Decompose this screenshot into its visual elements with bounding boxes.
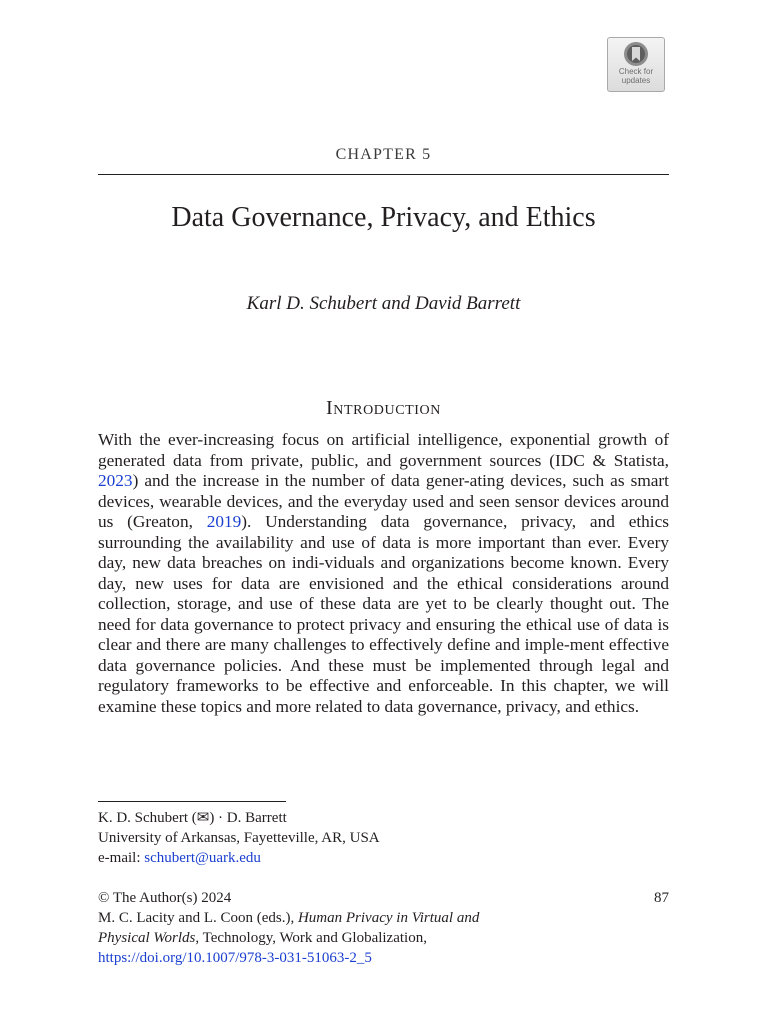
page-number: 87 xyxy=(654,890,669,906)
copyright-line xyxy=(98,888,669,908)
series-text: , Technology, Work and Globalization, xyxy=(195,930,427,946)
email-label: e-mail: xyxy=(98,850,145,866)
author-footnote xyxy=(98,808,669,868)
chapter-divider xyxy=(98,174,669,175)
footnote-affiliation: University of Arkansas, Fayetteville, AR, USA xyxy=(98,830,380,846)
badge-label-line1: Check for xyxy=(618,67,654,76)
badge-label-line2: updates xyxy=(621,76,651,85)
footnote-author2: ) · D. Barrett xyxy=(209,810,287,826)
editors-text: M. C. Lacity and L. Coon (eds.), xyxy=(98,910,298,926)
book-title-part1: Human Privacy in Virtual and xyxy=(297,910,480,926)
section-heading: Introduction xyxy=(326,397,441,419)
doi-link[interactable]: https://doi.org/10.1007/978-3-031-51063-2_5 xyxy=(98,950,372,966)
footnote-email-line xyxy=(98,848,669,868)
citation-link-2019[interactable]: 2019 xyxy=(206,512,242,531)
chapter-label: CHAPTER 5 xyxy=(335,146,432,163)
footnote-divider xyxy=(98,801,286,802)
envelope-icon: ✉ xyxy=(196,810,210,826)
editors-line xyxy=(98,908,669,928)
email-link[interactable]: schubert@uark.edu xyxy=(144,850,261,866)
footnote-authors xyxy=(98,808,669,828)
citation-link-2023[interactable]: 2023 xyxy=(98,471,133,490)
intro-paragraph xyxy=(98,430,669,717)
book-series-line xyxy=(98,928,669,948)
author-line: Karl D. Schubert and David Barrett xyxy=(246,293,521,314)
publication-info xyxy=(98,888,669,968)
footnote-author1: K. D. Schubert ( xyxy=(98,810,197,826)
paragraph-text-2: ) and the increase in the number of data gener-ating devices, such as smart devices, wearable devices, and the everyday used and seen sensor devices around us (Greaton, xyxy=(98,471,669,531)
check-for-updates-badge[interactable] xyxy=(607,37,665,92)
book-title-part2: Physical Worlds xyxy=(98,930,196,946)
bookmark-ribbon-icon xyxy=(623,41,649,67)
copyright-text: © The Author(s) 2024 xyxy=(98,890,232,906)
paragraph-text-3: ). Understanding data governance, privacy, and ethics surrounding the availability and use of data is more important than ever. Every day, new data breaches on indi-viduals and organizations become known. Every day, new uses for data are envisioned and the ethical considerations around collection, storage, and use of these data are yet to be clearly thought out. The need for data governance to protect privacy and ensuring the ethical use of data is clear and there are many challenges to effectively define and imple-ment effective data governance policies. And these must be implemented through legal and regulatory frameworks to be effective and enforceable. In this chapter, we will examine these topics and more related to data governance, privacy, and ethics. xyxy=(98,512,669,716)
chapter-title: Data Governance, Privacy, and Ethics xyxy=(171,202,596,233)
paragraph-text-1: With the ever-increasing focus on artificial intelligence, exponential growth of generated data from private, public, and government sources (IDC & Statista, xyxy=(98,430,669,470)
